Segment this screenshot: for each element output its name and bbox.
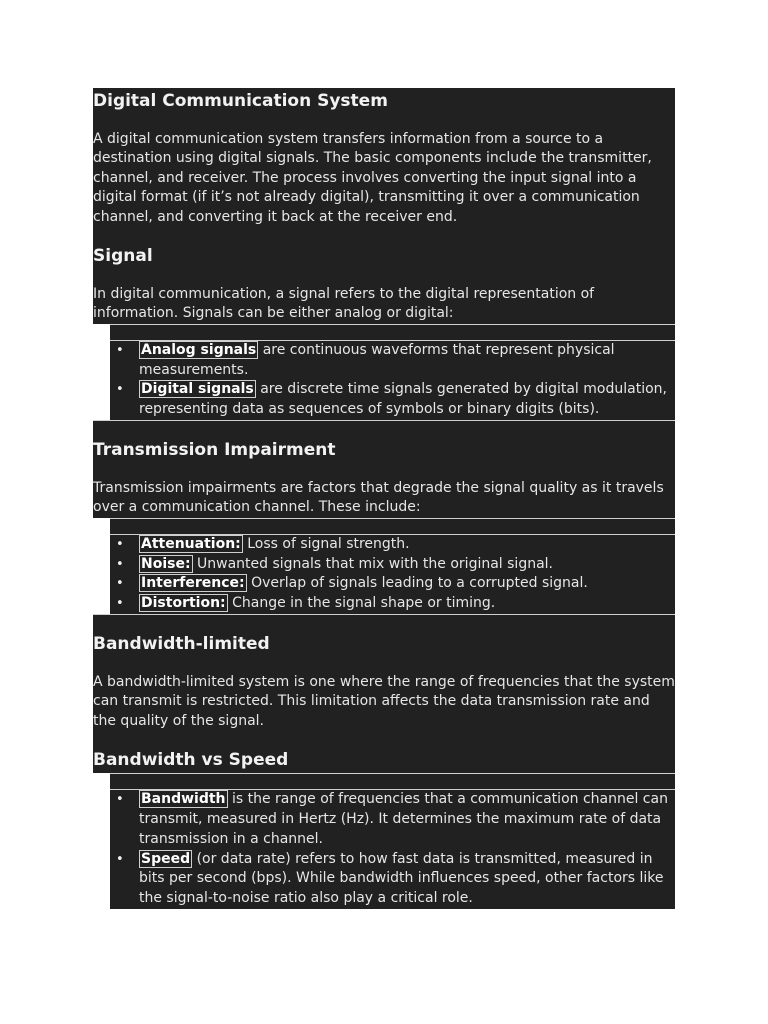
list-item: • Speed (or data rate) refers to how fast data is transmitted, measured in bits per second (bps). While bandwidth influences speed, other factors like the signal-to-noise ratio also play a critical role.	[110, 850, 675, 909]
impairment-list-block	[110, 518, 675, 614]
section-digital-communication-system	[93, 88, 675, 324]
list-item: • Interference: Overlap of signals leading to a corrupted signal.	[110, 574, 675, 594]
paragraph-bandwidth-limited: A bandwidth-limited system is one where the range of frequencies that the system can transmit is restricted. This limitation affects the data transmission rate and the quality of the signal.	[93, 674, 675, 729]
paragraph-impairment: Transmission impairments are factors that degrade the signal quality as it travels over a communication channel. These include:	[93, 480, 664, 516]
divider	[110, 774, 675, 790]
heading-signal: Signal	[93, 246, 153, 267]
impairment-list	[110, 535, 675, 614]
section-bandwidth-limited	[93, 631, 675, 773]
term-digital-signals: Digital signals	[141, 381, 254, 398]
heading-bandwidth-limited: Bandwidth-limited	[93, 634, 270, 655]
term-analog-signals: Analog signals	[141, 341, 257, 358]
list-item: • Analog signals are continuous waveforms that represent physical measurements.	[110, 341, 675, 381]
term-bandwidth: Bandwidth	[141, 791, 226, 808]
divider	[110, 325, 675, 341]
paragraph-dcs: A digital communication system transfers information from a source to a destination using digital signals. The basic components include the transmitter, channel, and receiver. The process involves converting the input signal into a digital format (if it’s not already digital), transmitting it over a communication channel, and converting it back at the receiver end.	[93, 131, 652, 225]
signal-list-block	[110, 324, 675, 420]
list-item: • Bandwidth is the range of frequencies that a communication channel can transmit, measured in Hertz (Hz). It determines the maximum rate of data transmission in a channel.	[110, 790, 675, 849]
term-speed: Speed	[141, 850, 191, 867]
heading-bandwidth-vs-speed: Bandwidth vs Speed	[93, 750, 289, 771]
signal-list	[110, 341, 675, 420]
list-item: • Noise: Unwanted signals that mix with the original signal.	[110, 555, 675, 575]
divider	[93, 420, 675, 437]
term-interference: Interference:	[141, 575, 245, 592]
list-item: • Distortion: Change in the signal shape or timing.	[110, 594, 675, 614]
bw-speed-list-block	[110, 773, 675, 909]
term-distortion: Distortion:	[141, 595, 226, 612]
term-attenuation: Attenuation:	[141, 535, 241, 552]
divider	[110, 519, 675, 535]
heading-digital-communication-system: Digital Communication System	[93, 91, 388, 111]
list-item: • Digital signals are discrete time signals generated by digital modulation, representing data as sequences of symbols or binary digits (bits).	[110, 380, 675, 420]
bw-speed-list	[110, 790, 675, 909]
term-noise: Noise:	[141, 555, 191, 572]
document	[93, 88, 675, 909]
divider	[93, 614, 675, 631]
list-item: • Attenuation: Loss of signal strength.	[110, 535, 675, 555]
paragraph-signal: In digital communication, a signal refers to the digital representation of information. Signals can be either analog or digital:	[93, 286, 595, 322]
heading-transmission-impairment: Transmission Impairment	[93, 440, 336, 461]
section-transmission-impairment	[93, 437, 675, 518]
